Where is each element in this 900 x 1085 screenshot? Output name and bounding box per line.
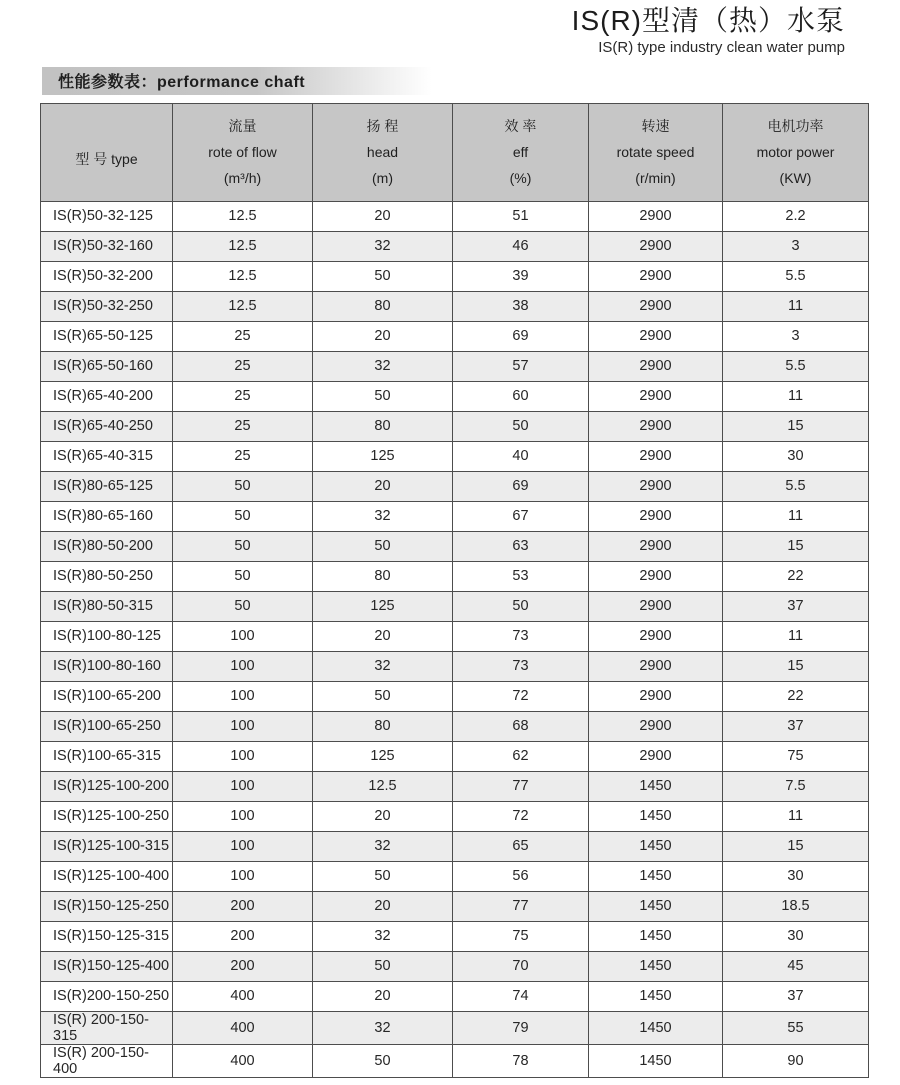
- cell-eff: 65: [453, 831, 589, 861]
- cell-flow: 100: [173, 801, 313, 831]
- column-header-line: (m³/h): [223, 170, 262, 187]
- column-header-line: 效 率: [504, 118, 537, 135]
- cell-motor-power: 3: [723, 321, 869, 351]
- cell-model: IS(R)80-65-125: [41, 471, 173, 501]
- cell-model: IS(R)100-80-160: [41, 651, 173, 681]
- cell-rotate-speed: 2900: [589, 441, 723, 471]
- cell-eff: 51: [453, 201, 589, 231]
- cell-model: IS(R)50-32-125: [41, 201, 173, 231]
- table-row: [41, 651, 869, 681]
- table-body: [41, 201, 869, 1077]
- cell-eff: 69: [453, 321, 589, 351]
- cell-rotate-speed: 1450: [589, 1044, 723, 1077]
- cell-head: 20: [313, 801, 453, 831]
- cell-model: IS(R)200-150-250: [41, 981, 173, 1011]
- table-row: [41, 771, 869, 801]
- cell-rotate-speed: 1450: [589, 801, 723, 831]
- cell-eff: 69: [453, 471, 589, 501]
- cell-eff: 39: [453, 261, 589, 291]
- cell-model: IS(R)100-65-315: [41, 741, 173, 771]
- cell-model: IS(R) 200-150-315: [41, 1011, 173, 1044]
- cell-motor-power: 11: [723, 381, 869, 411]
- cell-flow: 12.5: [173, 261, 313, 291]
- cell-model: IS(R)65-40-200: [41, 381, 173, 411]
- cell-rotate-speed: 2900: [589, 621, 723, 651]
- table-row: [41, 831, 869, 861]
- table-row: [41, 591, 869, 621]
- table-row: [41, 231, 869, 261]
- table-row: [41, 201, 869, 231]
- cell-model: IS(R)150-125-250: [41, 891, 173, 921]
- cell-eff: 73: [453, 651, 589, 681]
- table-row: [41, 681, 869, 711]
- cell-flow: 200: [173, 951, 313, 981]
- table-row: [41, 801, 869, 831]
- cell-eff: 46: [453, 231, 589, 261]
- cell-eff: 62: [453, 741, 589, 771]
- cell-flow: 12.5: [173, 231, 313, 261]
- cell-head: 32: [313, 351, 453, 381]
- cell-head: 125: [313, 741, 453, 771]
- cell-motor-power: 90: [723, 1044, 869, 1077]
- cell-eff: 72: [453, 681, 589, 711]
- column-header-line: (r/min): [635, 170, 676, 187]
- cell-model: IS(R)50-32-250: [41, 291, 173, 321]
- cell-model: IS(R)100-65-200: [41, 681, 173, 711]
- cell-motor-power: 7.5: [723, 771, 869, 801]
- column-header-line: 电机功率: [767, 118, 824, 135]
- cell-motor-power: 11: [723, 621, 869, 651]
- cell-head: 32: [313, 921, 453, 951]
- cell-rotate-speed: 1450: [589, 861, 723, 891]
- cell-head: 80: [313, 711, 453, 741]
- table-row: [41, 921, 869, 951]
- cell-flow: 25: [173, 381, 313, 411]
- column-header-line: (KW): [779, 170, 812, 187]
- cell-model: IS(R)125-100-400: [41, 861, 173, 891]
- column-header-line: 转速: [641, 118, 670, 135]
- cell-motor-power: 5.5: [723, 351, 869, 381]
- table-row: [41, 381, 869, 411]
- cell-eff: 53: [453, 561, 589, 591]
- cell-flow: 100: [173, 681, 313, 711]
- table-row: [41, 291, 869, 321]
- cell-eff: 72: [453, 801, 589, 831]
- column-header-eff: [453, 103, 589, 201]
- cell-motor-power: 55: [723, 1011, 869, 1044]
- cell-motor-power: 2.2: [723, 201, 869, 231]
- cell-motor-power: 37: [723, 981, 869, 1011]
- page-title-zh: IS(R)型清（热）水泵: [571, 5, 845, 36]
- cell-head: 20: [313, 891, 453, 921]
- cell-head: 32: [313, 231, 453, 261]
- table-row: [41, 861, 869, 891]
- cell-flow: 400: [173, 981, 313, 1011]
- table-row: [41, 351, 869, 381]
- table-row: [41, 441, 869, 471]
- column-header-line: eff: [512, 144, 529, 161]
- cell-eff: 38: [453, 291, 589, 321]
- column-header-rotate-speed: [589, 103, 723, 201]
- table-row: [41, 741, 869, 771]
- cell-motor-power: 37: [723, 711, 869, 741]
- cell-rotate-speed: 2900: [589, 651, 723, 681]
- table-row: [41, 1044, 869, 1077]
- cell-rotate-speed: 2900: [589, 531, 723, 561]
- column-header-line: head: [366, 144, 399, 161]
- cell-head: 125: [313, 441, 453, 471]
- cell-head: 50: [313, 261, 453, 291]
- column-header-line: rote of flow: [208, 144, 277, 161]
- cell-eff: 78: [453, 1044, 589, 1077]
- cell-motor-power: 75: [723, 741, 869, 771]
- cell-head: 32: [313, 651, 453, 681]
- cell-head: 20: [313, 201, 453, 231]
- table-row: [41, 621, 869, 651]
- cell-rotate-speed: 2900: [589, 591, 723, 621]
- cell-flow: 100: [173, 771, 313, 801]
- cell-rotate-speed: 1450: [589, 981, 723, 1011]
- cell-model: IS(R)125-100-315: [41, 831, 173, 861]
- cell-eff: 67: [453, 501, 589, 531]
- cell-rotate-speed: 2900: [589, 351, 723, 381]
- cell-rotate-speed: 1450: [589, 951, 723, 981]
- cell-motor-power: 22: [723, 681, 869, 711]
- cell-head: 80: [313, 411, 453, 441]
- cell-rotate-speed: 1450: [589, 1011, 723, 1044]
- cell-flow: 200: [173, 921, 313, 951]
- cell-flow: 50: [173, 591, 313, 621]
- cell-model: IS(R)65-50-160: [41, 351, 173, 381]
- cell-flow: 100: [173, 741, 313, 771]
- cell-rotate-speed: 2900: [589, 471, 723, 501]
- cell-eff: 56: [453, 861, 589, 891]
- cell-model: IS(R)80-50-250: [41, 561, 173, 591]
- cell-model: IS(R)150-125-315: [41, 921, 173, 951]
- column-header-head: [313, 103, 453, 201]
- cell-head: 50: [313, 531, 453, 561]
- table-row: [41, 891, 869, 921]
- cell-motor-power: 15: [723, 651, 869, 681]
- cell-motor-power: 5.5: [723, 261, 869, 291]
- cell-rotate-speed: 2900: [589, 411, 723, 441]
- cell-motor-power: 11: [723, 501, 869, 531]
- column-header-line: (m): [372, 170, 393, 187]
- cell-eff: 77: [453, 771, 589, 801]
- cell-model: IS(R)65-40-315: [41, 441, 173, 471]
- cell-model: IS(R)80-50-200: [41, 531, 173, 561]
- cell-head: 20: [313, 621, 453, 651]
- cell-rotate-speed: 1450: [589, 891, 723, 921]
- cell-rotate-speed: 2900: [589, 201, 723, 231]
- cell-motor-power: 15: [723, 411, 869, 441]
- table-row: [41, 471, 869, 501]
- cell-rotate-speed: 2900: [589, 291, 723, 321]
- table-row: [41, 531, 869, 561]
- cell-rotate-speed: 2900: [589, 681, 723, 711]
- cell-eff: 50: [453, 591, 589, 621]
- cell-eff: 57: [453, 351, 589, 381]
- cell-eff: 77: [453, 891, 589, 921]
- column-header-line: (%): [509, 170, 532, 187]
- cell-eff: 60: [453, 381, 589, 411]
- cell-flow: 25: [173, 411, 313, 441]
- section-heading-bar: [42, 67, 432, 95]
- cell-motor-power: 18.5: [723, 891, 869, 921]
- cell-head: 50: [313, 681, 453, 711]
- cell-model: IS(R)50-32-200: [41, 261, 173, 291]
- table-row: [41, 711, 869, 741]
- cell-flow: 12.5: [173, 291, 313, 321]
- cell-model: IS(R)80-50-315: [41, 591, 173, 621]
- page-title-en: IS(R) type industry clean water pump: [598, 38, 845, 56]
- cell-rotate-speed: 1450: [589, 771, 723, 801]
- cell-eff: 40: [453, 441, 589, 471]
- cell-rotate-speed: 2900: [589, 501, 723, 531]
- cell-motor-power: 11: [723, 801, 869, 831]
- cell-flow: 25: [173, 441, 313, 471]
- cell-motor-power: 5.5: [723, 471, 869, 501]
- column-header-line: 流量: [228, 118, 257, 135]
- cell-flow: 50: [173, 561, 313, 591]
- cell-head: 20: [313, 471, 453, 501]
- cell-motor-power: 30: [723, 861, 869, 891]
- cell-model: IS(R)65-40-250: [41, 411, 173, 441]
- cell-head: 50: [313, 951, 453, 981]
- cell-rotate-speed: 2900: [589, 261, 723, 291]
- cell-head: 32: [313, 1011, 453, 1044]
- cell-head: 80: [313, 291, 453, 321]
- cell-flow: 100: [173, 651, 313, 681]
- cell-model: IS(R)100-80-125: [41, 621, 173, 651]
- column-header-line: 扬 程: [366, 118, 399, 135]
- cell-rotate-speed: 2900: [589, 321, 723, 351]
- cell-eff: 79: [453, 1011, 589, 1044]
- cell-head: 32: [313, 831, 453, 861]
- table-header: [41, 103, 869, 201]
- cell-model: IS(R)100-65-250: [41, 711, 173, 741]
- cell-model: IS(R) 200-150-400: [41, 1044, 173, 1077]
- cell-flow: 400: [173, 1044, 313, 1077]
- cell-rotate-speed: 1450: [589, 831, 723, 861]
- cell-motor-power: 3: [723, 231, 869, 261]
- table-row: [41, 1011, 869, 1044]
- cell-model: IS(R)150-125-400: [41, 951, 173, 981]
- cell-head: 50: [313, 381, 453, 411]
- cell-head: 20: [313, 321, 453, 351]
- cell-model: IS(R)80-65-160: [41, 501, 173, 531]
- column-header-line: 型 号 type: [75, 151, 138, 168]
- cell-flow: 100: [173, 861, 313, 891]
- cell-motor-power: 30: [723, 441, 869, 471]
- cell-flow: 400: [173, 1011, 313, 1044]
- cell-rotate-speed: 2900: [589, 711, 723, 741]
- cell-model: IS(R)125-100-250: [41, 801, 173, 831]
- column-header-line: motor power: [756, 144, 835, 161]
- column-header-line: rotate speed: [616, 144, 695, 161]
- cell-model: IS(R)65-50-125: [41, 321, 173, 351]
- cell-head: 12.5: [313, 771, 453, 801]
- table-row: [41, 981, 869, 1011]
- cell-model: IS(R)125-100-200: [41, 771, 173, 801]
- cell-eff: 68: [453, 711, 589, 741]
- table-row: [41, 501, 869, 531]
- cell-motor-power: 22: [723, 561, 869, 591]
- column-header-flow: [173, 103, 313, 201]
- cell-eff: 75: [453, 921, 589, 951]
- cell-head: 32: [313, 501, 453, 531]
- cell-flow: 50: [173, 501, 313, 531]
- cell-eff: 63: [453, 531, 589, 561]
- section-heading: 性能参数表：performance chaft: [58, 74, 306, 92]
- table-row: [41, 951, 869, 981]
- cell-eff: 74: [453, 981, 589, 1011]
- cell-model: IS(R)50-32-160: [41, 231, 173, 261]
- table-row: [41, 411, 869, 441]
- cell-head: 50: [313, 861, 453, 891]
- cell-head: 20: [313, 981, 453, 1011]
- cell-motor-power: 45: [723, 951, 869, 981]
- cell-rotate-speed: 2900: [589, 231, 723, 261]
- cell-flow: 100: [173, 711, 313, 741]
- cell-motor-power: 11: [723, 291, 869, 321]
- cell-eff: 73: [453, 621, 589, 651]
- cell-flow: 12.5: [173, 201, 313, 231]
- cell-head: 125: [313, 591, 453, 621]
- table-row: [41, 321, 869, 351]
- performance-table: [40, 103, 869, 1078]
- cell-flow: 50: [173, 471, 313, 501]
- cell-rotate-speed: 2900: [589, 381, 723, 411]
- cell-rotate-speed: 2900: [589, 741, 723, 771]
- cell-flow: 25: [173, 351, 313, 381]
- title-block: [0, 0, 900, 57]
- cell-motor-power: 15: [723, 831, 869, 861]
- column-header-motor-power: [723, 103, 869, 201]
- cell-eff: 50: [453, 411, 589, 441]
- cell-eff: 70: [453, 951, 589, 981]
- cell-rotate-speed: 2900: [589, 561, 723, 591]
- table-row: [41, 261, 869, 291]
- header-row: [41, 103, 869, 201]
- cell-motor-power: 30: [723, 921, 869, 951]
- cell-flow: 50: [173, 531, 313, 561]
- cell-rotate-speed: 1450: [589, 921, 723, 951]
- table-row: [41, 561, 869, 591]
- cell-head: 80: [313, 561, 453, 591]
- cell-head: 50: [313, 1044, 453, 1077]
- column-header-type: [41, 103, 173, 201]
- cell-motor-power: 15: [723, 531, 869, 561]
- cell-flow: 100: [173, 621, 313, 651]
- cell-flow: 100: [173, 831, 313, 861]
- cell-motor-power: 37: [723, 591, 869, 621]
- cell-flow: 25: [173, 321, 313, 351]
- cell-flow: 200: [173, 891, 313, 921]
